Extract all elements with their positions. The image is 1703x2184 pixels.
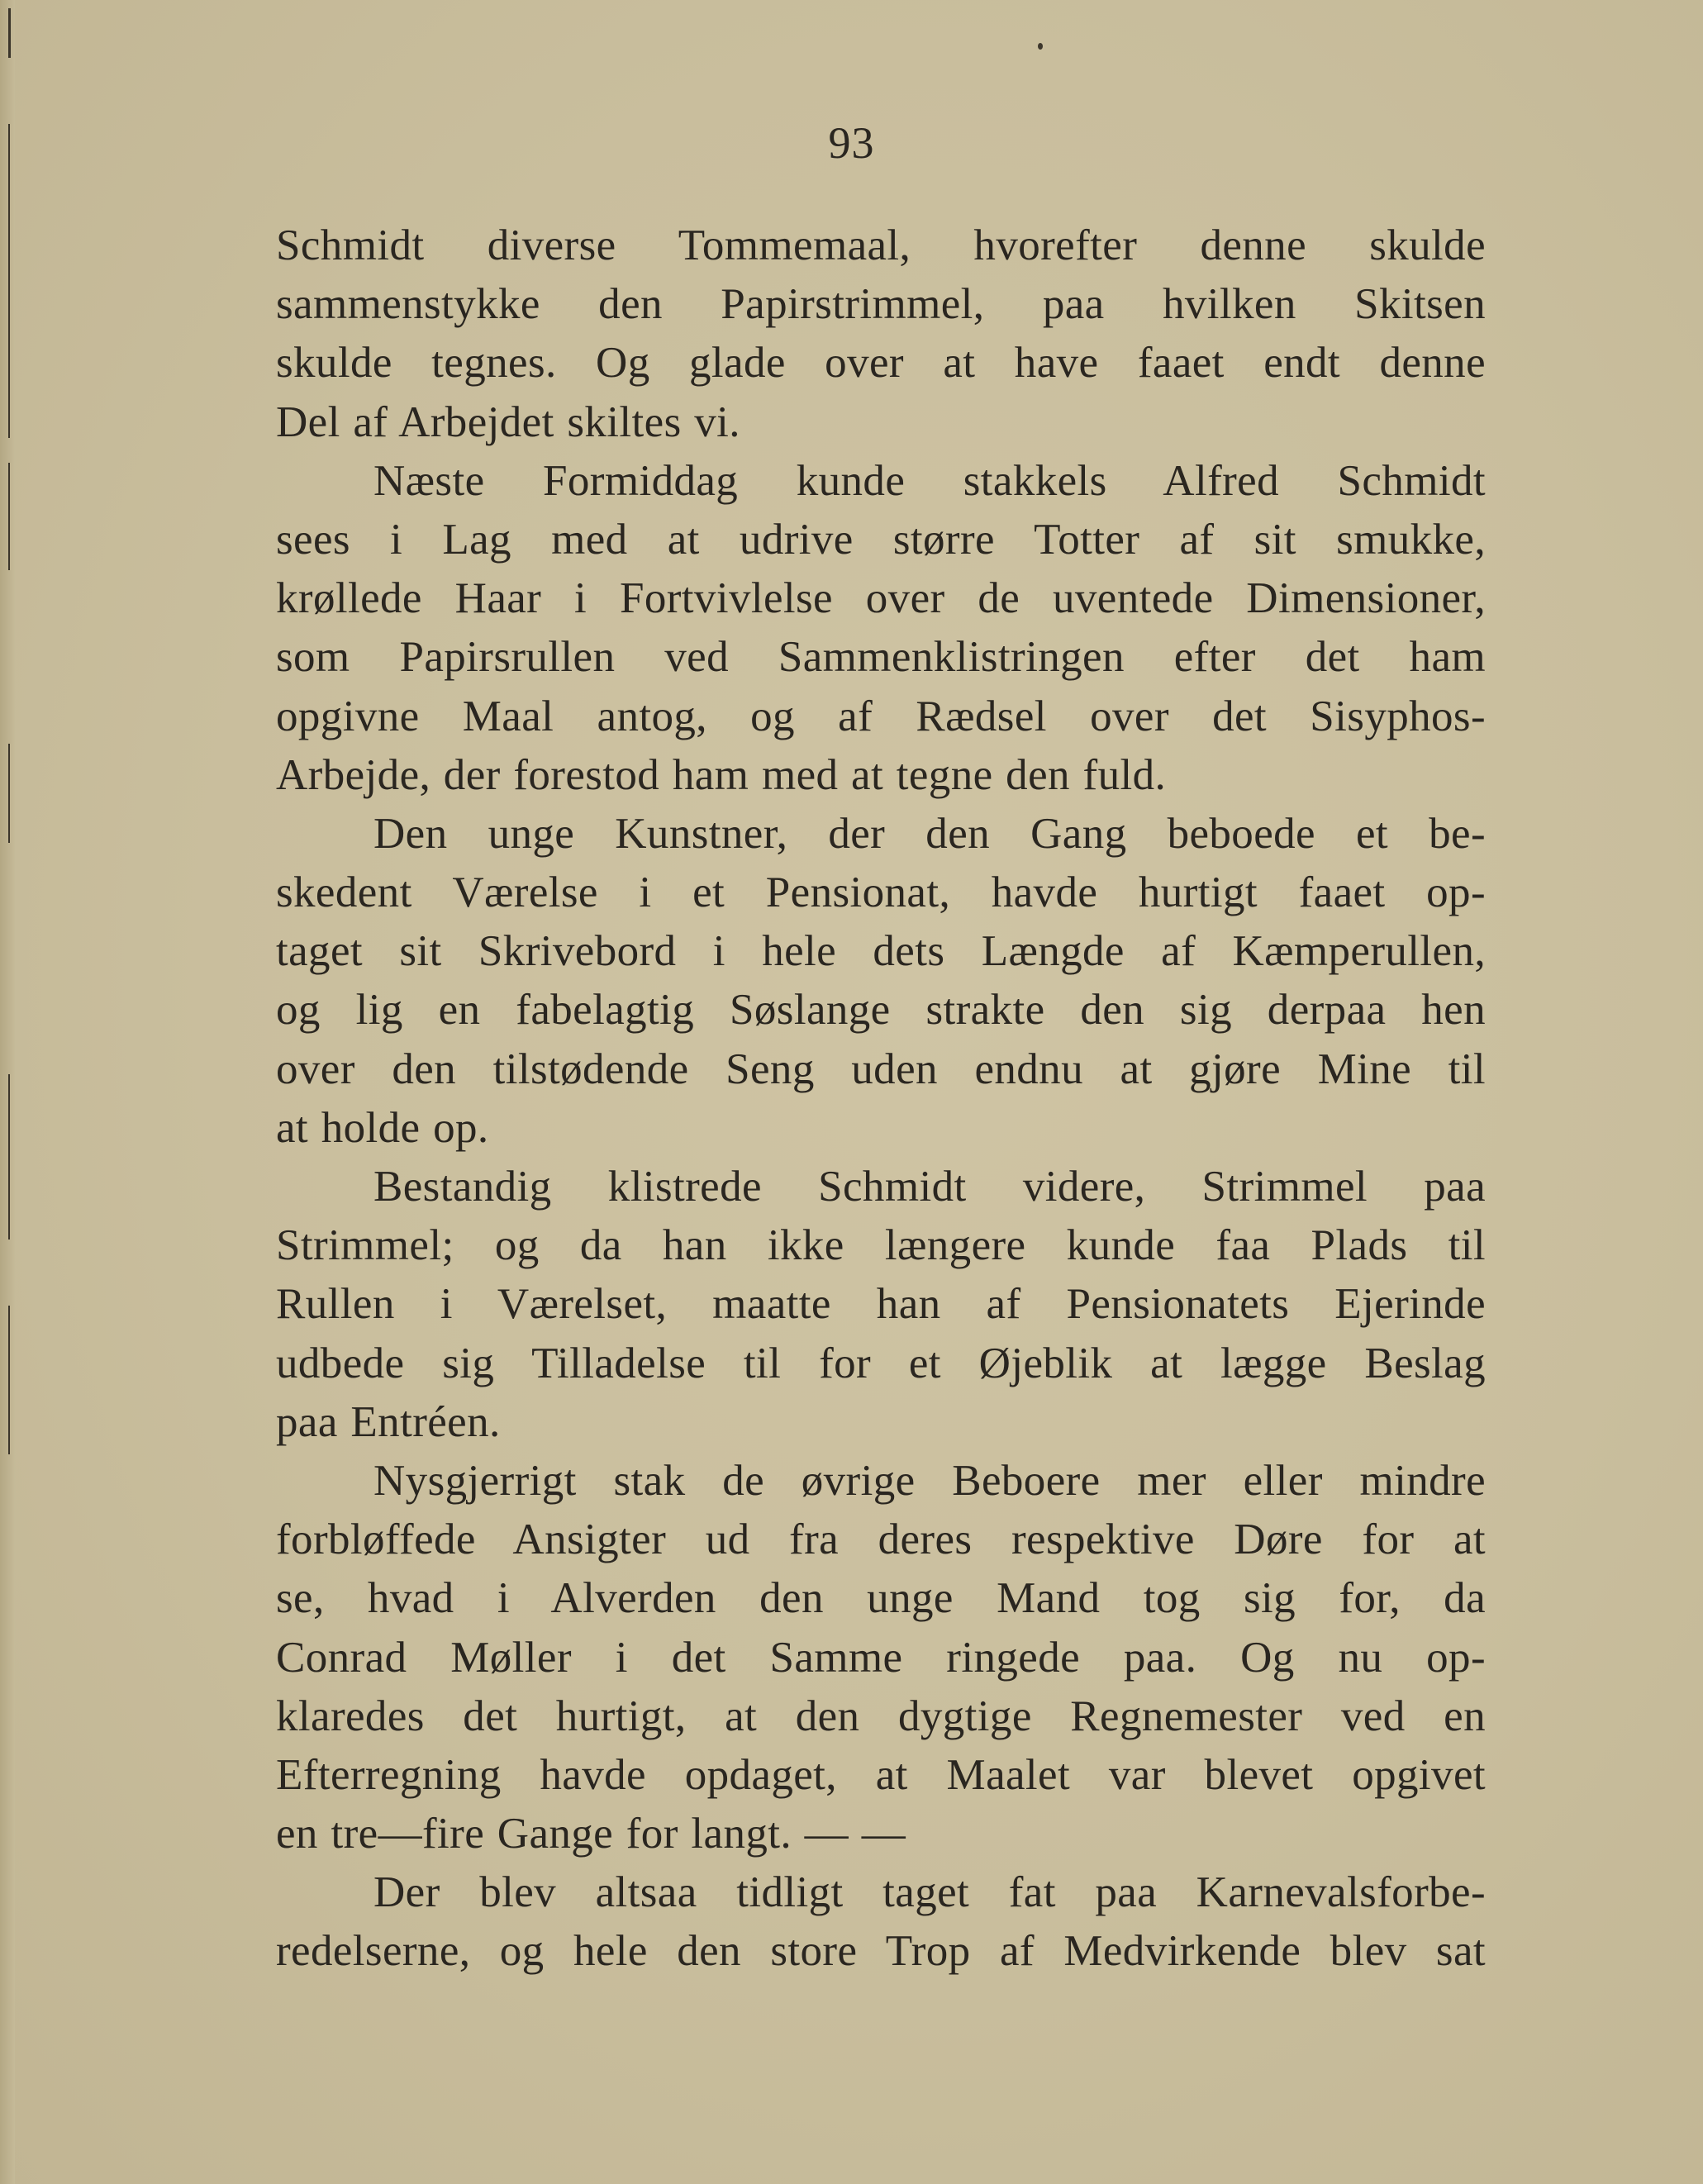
text-line: sees i Lag med at udrive større Totter af sit smukke, <box>276 515 1486 564</box>
text-line: Schmidt diverse Tommemaal, hvorefter denne skulde <box>276 221 1486 269</box>
text-line: Der blev altsaa tidligt taget fat paa Karnevalsforbe- <box>373 1868 1486 1917</box>
body-text <box>276 216 1486 1982</box>
text-line: udbede sig Tilladelse til for et Øjeblik at lægge Beslag <box>276 1339 1486 1387</box>
text-line: som Papirsrullen ved Sammenklistringen efter det ham <box>276 633 1486 682</box>
text-line: redelserne, og hele den store Trop af Medvirkende blev sat <box>276 1927 1486 1976</box>
text-line: Den unge Kunstner, der den Gang beboede et be- <box>373 809 1486 858</box>
text-line: skulde tegnes. Og glade over at have faaet endt denne <box>276 339 1486 388</box>
edge-mark <box>8 124 10 438</box>
text-line: Strimmel; og da han ikke længere kunde faa Plads til <box>276 1221 1486 1270</box>
text-line: Del af Arbejdet skiltes vi. <box>276 397 740 446</box>
text-line: Arbejde, der forestod ham med at tegne den fuld. <box>276 750 1167 799</box>
edge-mark <box>8 1306 10 1454</box>
text-line: og lig en fabelagtig Søslange strakte den sig derpaa hen <box>276 986 1486 1035</box>
text-line: paa Entréen. <box>276 1397 501 1446</box>
edge-mark <box>8 463 10 570</box>
page-number: 93 <box>828 118 875 168</box>
text-line: sammenstykke den Papirstrimmel, paa hvilken Skitsen <box>276 280 1486 329</box>
text-line: Bestandig klistrede Schmidt videre, Strimmel paa <box>373 1163 1486 1211</box>
page-left-edge <box>0 0 15 2184</box>
text-line: krøllede Haar i Fortvivlelse over de uventede Dimensioner, <box>276 574 1486 623</box>
text-line: en tre—fire Gange for langt. — — <box>276 1810 906 1858</box>
edge-mark <box>8 1074 10 1240</box>
edge-mark <box>8 8 11 58</box>
edge-mark <box>8 744 10 843</box>
text-line: Conrad Møller i det Samme ringede paa. Og nu op- <box>276 1633 1486 1682</box>
text-line: at holde op. <box>276 1103 489 1152</box>
text-line: se, hvad i Alverden den unge Mand tog sig for, da <box>276 1574 1486 1623</box>
text-line: opgivne Maal antog, og af Rædsel over det Sisyphos- <box>276 692 1486 740</box>
text-line: taget sit Skrivebord i hele dets Længde af Kæmperullen, <box>276 927 1486 976</box>
text-line: Rullen i Værelset, maatte han af Pensionatets Ejerinde <box>276 1280 1486 1329</box>
text-line: skedent Værelse i et Pensionat, havde hurtigt faaet op- <box>276 868 1486 917</box>
ink-speck <box>1038 43 1043 50</box>
text-line: forbløffede Ansigter ud fra deres respektive Døre for at <box>276 1515 1486 1564</box>
text-line: klaredes det hurtigt, at den dygtige Regnemester ved en <box>276 1692 1486 1740</box>
text-line: Nysgjerrigt stak de øvrige Beboere mer eller mindre <box>373 1456 1486 1505</box>
text-line: over den tilstødende Seng uden endnu at gjøre Mine til <box>276 1044 1486 1093</box>
text-line: Næste Formiddag kunde stakkels Alfred Schmidt <box>373 456 1486 505</box>
text-line: Efterregning havde opdaget, at Maalet var blevet opgivet <box>276 1750 1486 1799</box>
